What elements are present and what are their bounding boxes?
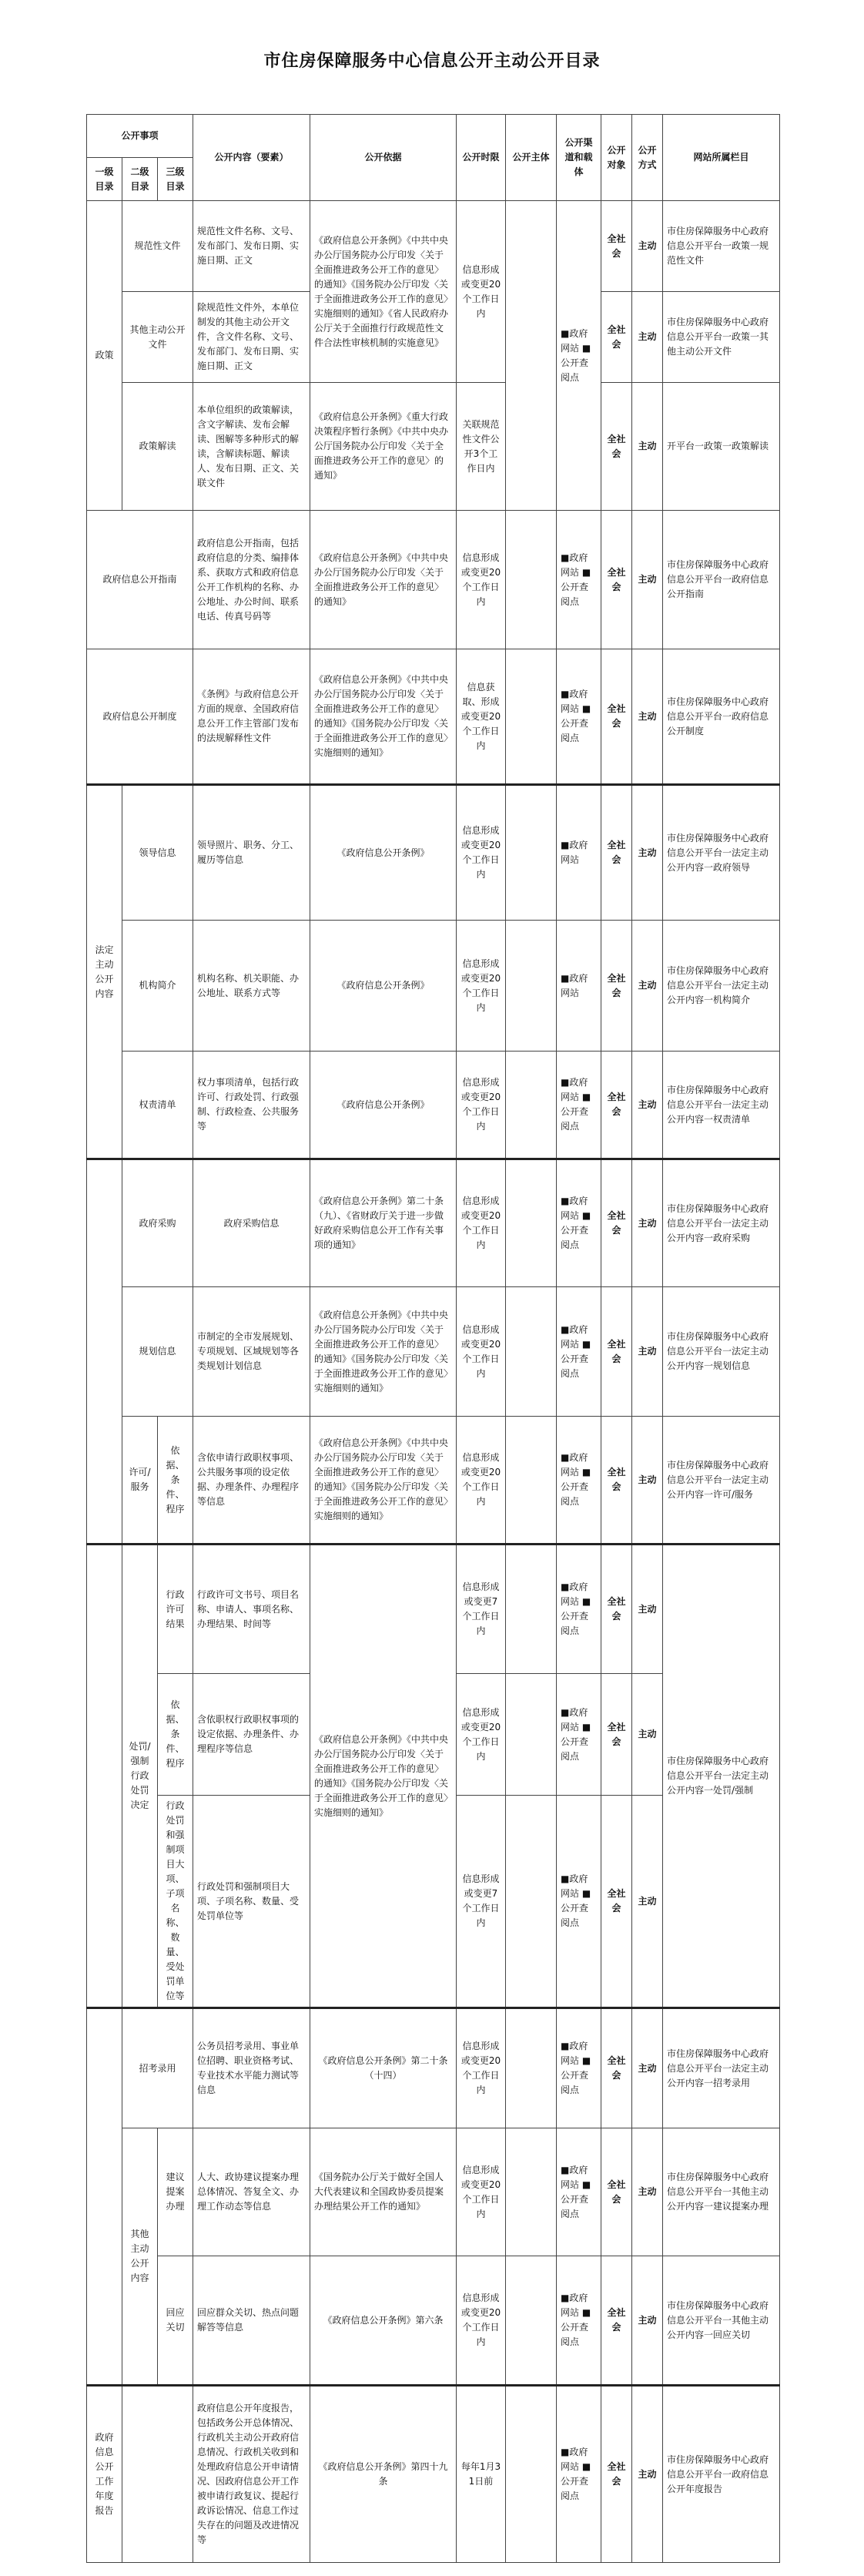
method-cell: 主动 [632, 1796, 663, 2008]
time-cell: 信息形成或变更20个工作日内 [457, 1674, 506, 1796]
column-cell: 市住房保障服务中心政府信息公开平台一政策一规范性文件 [663, 201, 780, 292]
subject-cell [506, 1674, 557, 1796]
subject-cell [506, 921, 557, 1052]
time-cell: 信息形成或变更20个工作日内 [457, 511, 506, 649]
method-cell: 主动 [632, 2008, 663, 2128]
channel-cell: ■政府网站 ■公开查阅点 [557, 201, 601, 511]
audience-cell: 全社会 [601, 2008, 632, 2128]
channel-cell: ■政府网站 [557, 785, 601, 921]
header-level3: 三级目录 [158, 158, 193, 201]
channel-cell: ■政府网站 ■公开查阅点 [557, 1287, 601, 1417]
level2-sub-label: 行政处罚决定 [130, 1770, 149, 1810]
method-cell: 主动 [632, 1545, 663, 1674]
column-cell: 市住房保障服务中心政府信息公开平台一法定主动公开内容一权责清单 [663, 1052, 780, 1159]
level1-cell [87, 2008, 122, 2386]
content-cell: 《条例》与政府信息公开方面的规章、全国政府信息公开工作主管部门发布的法规解释性文件 [193, 649, 310, 785]
subject-cell [506, 2256, 557, 2386]
level2-cell: 领导信息 [122, 785, 193, 921]
level2-cell: 其他主动公开内容 [122, 2128, 158, 2386]
time-cell: 信息形成或变更20个工作日内 [457, 785, 506, 921]
level1-cell: 法定主动公开内容 [87, 785, 122, 1159]
level2-cell: 权责清单 [122, 1052, 193, 1159]
subject-cell [506, 1417, 557, 1545]
level3-cell: 回应关切 [158, 2256, 193, 2386]
level1-cell: 政府信息公开工作年度报告 [87, 2386, 122, 2563]
column-cell: 市住房保障服务中心政府信息公开平台一法定主动公开内容一招考录用 [663, 2008, 780, 2128]
level3-cell: 行政处罚和强制项目大项、子项名称、数量、受处罚单位等 [158, 1796, 193, 2008]
level2-cell: 规范性文件 [122, 201, 193, 292]
method-cell: 主动 [632, 292, 663, 383]
time-cell: 信息形成或变更20个工作日内 [457, 2128, 506, 2256]
subject-cell [506, 1052, 557, 1159]
basis-cell: 《政府信息公开条例》第二十条（九）、《省财政厅关于进一步做好政府采购信息公开工作有关事项的通知》 [310, 1159, 457, 1287]
audience-cell: 全社会 [601, 292, 632, 383]
header-basis: 公开依据 [310, 115, 457, 201]
basis-cell: 《政府信息公开条例》《中共中央办公厅国务院办公厅印发〈关于全面推进政务公开工作的意见〉的通知》 [310, 511, 457, 649]
basis-cell: 《政府信息公开条例》 [310, 921, 457, 1052]
method-cell: 主动 [632, 921, 663, 1052]
basis-cell: 《政府信息公开条例》《中共中央办公厅国务院办公厅印发〈关于全面推进政务公开工作的意见〉的通知》《国务院办公厅印发〈关于全面推进政务公开工作的意见〉实施细则的通知》 [310, 1545, 457, 2008]
level2-cell: 政策解读 [122, 383, 193, 511]
level1-cell: 政策 [87, 201, 122, 511]
basis-cell: 《政府信息公开条例》《中共中央办公厅国务院办公厅印发〈关于全面推进政务公开工作的意见〉的通知》《国务院办公厅印发〈关于全面推进政务公开工作的意见〉实施细则的通知》 [310, 1287, 457, 1417]
channel-cell: ■政府网站 ■公开查阅点 [557, 511, 601, 649]
header-column: 网站所属栏目 [663, 115, 780, 201]
basis-cell: 《政府信息公开条例》《中共中央办公厅国务院办公厅印发〈关于全面推进政务公开工作的意见〉的通知》《国务院办公厅印发〈关于全面推进政务公开工作的意见〉实施细则的通知》 [310, 649, 457, 785]
basis-cell: 《政府信息公开条例》 [310, 785, 457, 921]
level2-cell: 政府采购 [122, 1159, 193, 1287]
subject-cell [506, 2386, 557, 2563]
header-time-limit: 公开时限 [457, 115, 506, 201]
level2-cell: 其他主动公开文件 [122, 292, 193, 383]
method-cell: 主动 [632, 2256, 663, 2386]
time-cell: 信息形成或变更7个工作日内 [457, 1545, 506, 1674]
column-cell: 市住房保障服务中心政府信息公开平台一政策一其他主动公开文件 [663, 292, 780, 383]
content-cell: 政府信息公开年度报告，包括政务公开总体情况、行政机关主动公开政府信息情况、行政机关收到和处理政府信息公开申请情况、因政府信息公开工作被申请行政复议、提起行政诉讼情况、信息工作过失存在的问题及改进情况等 [193, 2386, 310, 2563]
subject-cell [506, 785, 557, 921]
method-cell: 主动 [632, 1052, 663, 1159]
header-level1: 一级目录 [87, 158, 122, 201]
method-cell: 主动 [632, 1674, 663, 1796]
method-cell: 主动 [632, 383, 663, 511]
subject-cell [506, 511, 557, 649]
level1-cell: 政府信息公开指南 [87, 511, 193, 649]
channel-cell: ■政府网站 ■公开查阅点 [557, 1052, 601, 1159]
audience-cell: 全社会 [601, 1674, 632, 1796]
level3-cell: 依据、条件、程序 [158, 1417, 193, 1545]
column-cell: 市住房保障服务中心政府信息公开平台一法定主动公开内容一政府领导 [663, 785, 780, 921]
method-cell: 主动 [632, 2128, 663, 2256]
column-cell: 市住房保障服务中心政府信息公开平台一法定主动公开内容一机构简介 [663, 921, 780, 1052]
channel-cell: ■政府网站 ■公开查阅点 [557, 1674, 601, 1796]
content-cell: 市制定的全市发展规划、专项规划、区域规划等各类规划计划信息 [193, 1287, 310, 1417]
time-cell: 信息形成或变更20个工作日内 [457, 1159, 506, 1287]
column-cell: 市住房保障服务中心政府信息公开平台一其他主动公开内容一建议提案办理 [663, 2128, 780, 2256]
time-cell: 每年1月31日前 [457, 2386, 506, 2563]
content-cell: 含依职权行政职权事项的设定依据、办理条件、办理程序等信息 [193, 1674, 310, 1796]
channel-cell: ■政府网站 ■公开查阅点 [557, 2256, 601, 2386]
method-cell: 主动 [632, 511, 663, 649]
level2-label: 处罚/强制 [129, 1741, 151, 1766]
content-cell: 权力事项清单，包括行政许可、行政处罚、行政强制、行政检查、公共服务等 [193, 1052, 310, 1159]
basis-cell: 《政府信息公开条例》第四十九条 [310, 2386, 457, 2563]
content-cell: 含依申请行政职权事项、公共服务事项的设定依据、办理条件、办理程序等信息 [193, 1417, 310, 1545]
basis-cell: 《政府信息公开条例》 [310, 1052, 457, 1159]
level3-cell: 建议提案办理 [158, 2128, 193, 2256]
channel-cell: ■政府网站 ■公开查阅点 [557, 2008, 601, 2128]
channel-cell: ■政府网站 ■公开查阅点 [557, 2128, 601, 2256]
audience-cell: 全社会 [601, 785, 632, 921]
level2-cell: 规划信息 [122, 1287, 193, 1417]
content-cell: 政府采购信息 [193, 1159, 310, 1287]
subject-cell [506, 1545, 557, 1674]
content-cell: 规范性文件名称、文号、发布部门、发布日期、实施日期、正文 [193, 201, 310, 292]
time-cell: 信息形成或变更20个工作日内 [457, 2256, 506, 2386]
level2-cell: 招考录用 [122, 2008, 193, 2128]
catalog-table [86, 114, 780, 2563]
time-cell: 信息形成或变更20个工作日内 [457, 1417, 506, 1545]
basis-cell: 《政府信息公开条例》《中共中央办公厅国务院办公厅印发〈关于全面推进政务公开工作的意见〉的通知》《国务院办公厅印发〈关于全面推进政务公开工作的意见〉实施细则的通知》 [310, 1417, 457, 1545]
audience-cell: 全社会 [601, 1159, 632, 1287]
channel-cell: ■政府网站 ■公开查阅点 [557, 1796, 601, 2008]
level1-cell [87, 1545, 122, 2008]
level2-cell: 许可/服务 [122, 1417, 158, 1545]
content-cell: 机构名称、机关职能、办公地址、联系方式等 [193, 921, 310, 1052]
content-cell: 领导照片、职务、分工、履历等信息 [193, 785, 310, 921]
level3-cell: 依据、条件、程序 [158, 1674, 193, 1796]
audience-cell: 全社会 [601, 2128, 632, 2256]
header-content: 公开内容（要素） [193, 115, 310, 201]
column-cell: 市住房保障服务中心政府信息公开平台一法定主动公开内容一政府采购 [663, 1159, 780, 1287]
column-cell: 市住房保障服务中心政府信息公开平台一法定主动公开内容一处罚/强制 [663, 1545, 780, 2008]
audience-cell: 全社会 [601, 1545, 632, 1674]
content-cell: 政府信息公开指南，包括政府信息的分类、编排体系、获取方式和政府信息公开工作机构的名称、办公地址、办公时间、联系电话、传真号码等 [193, 511, 310, 649]
audience-cell: 全社会 [601, 921, 632, 1052]
method-cell: 主动 [632, 201, 663, 292]
basis-cell: 《政府信息公开条例》第二十条（十四） [310, 2008, 457, 2128]
method-cell: 主动 [632, 1417, 663, 1545]
header-level2: 二级目录 [122, 158, 158, 201]
header-method: 公开方式 [632, 115, 663, 201]
channel-cell: ■政府网站 ■公开查阅点 [557, 2386, 601, 2563]
column-cell: 市住房保障服务中心政府信息公开平台一政府信息公开指南 [663, 511, 780, 649]
basis-cell: 《国务院办公厅关于做好全国人大代表建议和全国政协委员提案办理结果公开工作的通知》 [310, 2128, 457, 2256]
header-channel: 公开渠道和载体 [557, 115, 601, 201]
subject-cell [506, 1159, 557, 1287]
audience-cell: 全社会 [601, 1052, 632, 1159]
time-cell: 信息形成或变更7个工作日内 [457, 1796, 506, 2008]
column-cell: 市住房保障服务中心政府信息公开平台一法定主动公开内容一规划信息 [663, 1287, 780, 1417]
level3-cell: 行政许可结果 [158, 1545, 193, 1674]
content-cell: 人大、政协建议提案办理总体情况、答复全文、办理工作动态等信息 [193, 2128, 310, 2256]
audience-cell: 全社会 [601, 649, 632, 785]
basis-cell: 《政府信息公开条例》《中共中央办公厅国务院办公厅印发〈关于全面推进政务公开工作的意见〉的通知》《国务院办公厅印发〈关于全面推进政务公开工作的意见〉实施细则的通知》《省人民政府办公厅关于全面推行行政规范性文件合法性审核机制的实施意见》 [310, 201, 457, 383]
column-cell: 市住房保障服务中心政府信息公开平台一法定主动公开内容一许可/服务 [663, 1417, 780, 1545]
audience-cell: 全社会 [601, 201, 632, 292]
channel-cell: ■政府网站 ■公开查阅点 [557, 1545, 601, 1674]
subject-cell [506, 1287, 557, 1417]
content-cell: 回应群众关切、热点问题解答等信息 [193, 2256, 310, 2386]
header-audience: 公开对象 [601, 115, 632, 201]
channel-cell: ■政府网站 ■公开查阅点 [557, 1159, 601, 1287]
level2-cell [122, 1545, 158, 2008]
time-cell: 信息形成或变更20个工作日内 [457, 1287, 506, 1417]
method-cell: 主动 [632, 1287, 663, 1417]
content-cell: 行政处罚和强制项目大项、子项名称、数量、受处罚单位等 [193, 1796, 310, 2008]
header-matters: 公开事项 [87, 115, 193, 158]
content-cell: 除规范性文件外，本单位制发的其他主动公开文件，含文件名称、文号、发布部门、发布日期、实施日期、正文 [193, 292, 310, 383]
time-cell: 信息形成或变更20个工作日内 [457, 1052, 506, 1159]
time-cell: 信息形成或变更20个工作日内 [457, 2008, 506, 2128]
column-cell: 市住房保障服务中心政府信息公开平台一政府信息公开制度 [663, 649, 780, 785]
audience-cell: 全社会 [601, 511, 632, 649]
subject-cell [506, 2008, 557, 2128]
time-cell: 关联规范性文件公开3个工作日内 [457, 383, 506, 511]
channel-cell: ■政府网站 [557, 921, 601, 1052]
level2-cell [122, 2386, 193, 2563]
subject-cell [506, 1796, 557, 2008]
subject-cell [506, 2128, 557, 2256]
audience-cell: 全社会 [601, 1796, 632, 2008]
basis-cell: 《政府信息公开条例》《重大行政决策程序暂行条例》《中共中央办公厅国务院办公厅印发〈关于全面推进政务公开工作的意见〉的通知》 [310, 383, 457, 511]
method-cell: 主动 [632, 785, 663, 921]
channel-cell: ■政府网站 ■公开查阅点 [557, 1417, 601, 1545]
audience-cell: 全社会 [601, 2256, 632, 2386]
audience-cell: 全社会 [601, 1287, 632, 1417]
subject-cell [506, 649, 557, 785]
method-cell: 主动 [632, 2386, 663, 2563]
audience-cell: 全社会 [601, 1417, 632, 1545]
audience-cell: 全社会 [601, 2386, 632, 2563]
level1-cell [87, 1159, 122, 1545]
method-cell: 主动 [632, 1159, 663, 1287]
content-cell: 行政许可文书号、项目名称、申请人、事项名称、办理结果、时间等 [193, 1545, 310, 1674]
channel-cell: ■政府网站 ■公开查阅点 [557, 649, 601, 785]
level2-cell: 机构简介 [122, 921, 193, 1052]
level1-cell: 政府信息公开制度 [87, 649, 193, 785]
time-cell: 信息获取、形成或变更20个工作日内 [457, 649, 506, 785]
content-cell: 本单位组织的政策解读，含文字解读、发布会解读、图解等多种形式的解读，含解读标题、解读人、发布日期、正文、关联文件 [193, 383, 310, 511]
column-cell: 市住房保障服务中心政府信息公开平台一政府信息公开年度报告 [663, 2386, 780, 2563]
basis-cell: 《政府信息公开条例》第六条 [310, 2256, 457, 2386]
audience-cell: 全社会 [601, 383, 632, 511]
column-cell: 开平台一政策一政策解读 [663, 383, 780, 511]
method-cell: 主动 [632, 649, 663, 785]
header-subject: 公开主体 [506, 115, 557, 201]
time-cell: 信息形成或变更20个工作日内 [457, 921, 506, 1052]
page-title: 市住房保障服务中心信息公开主动公开目录 [263, 51, 601, 71]
content-cell: 公务员招考录用、事业单位招聘、职业资格考试、专业技术水平能力测试等信息 [193, 2008, 310, 2128]
subject-cell [506, 201, 557, 511]
column-cell: 市住房保障服务中心政府信息公开平台一其他主动公开内容一回应关切 [663, 2256, 780, 2386]
time-cell: 信息形成或变更20个工作日内 [457, 201, 506, 383]
